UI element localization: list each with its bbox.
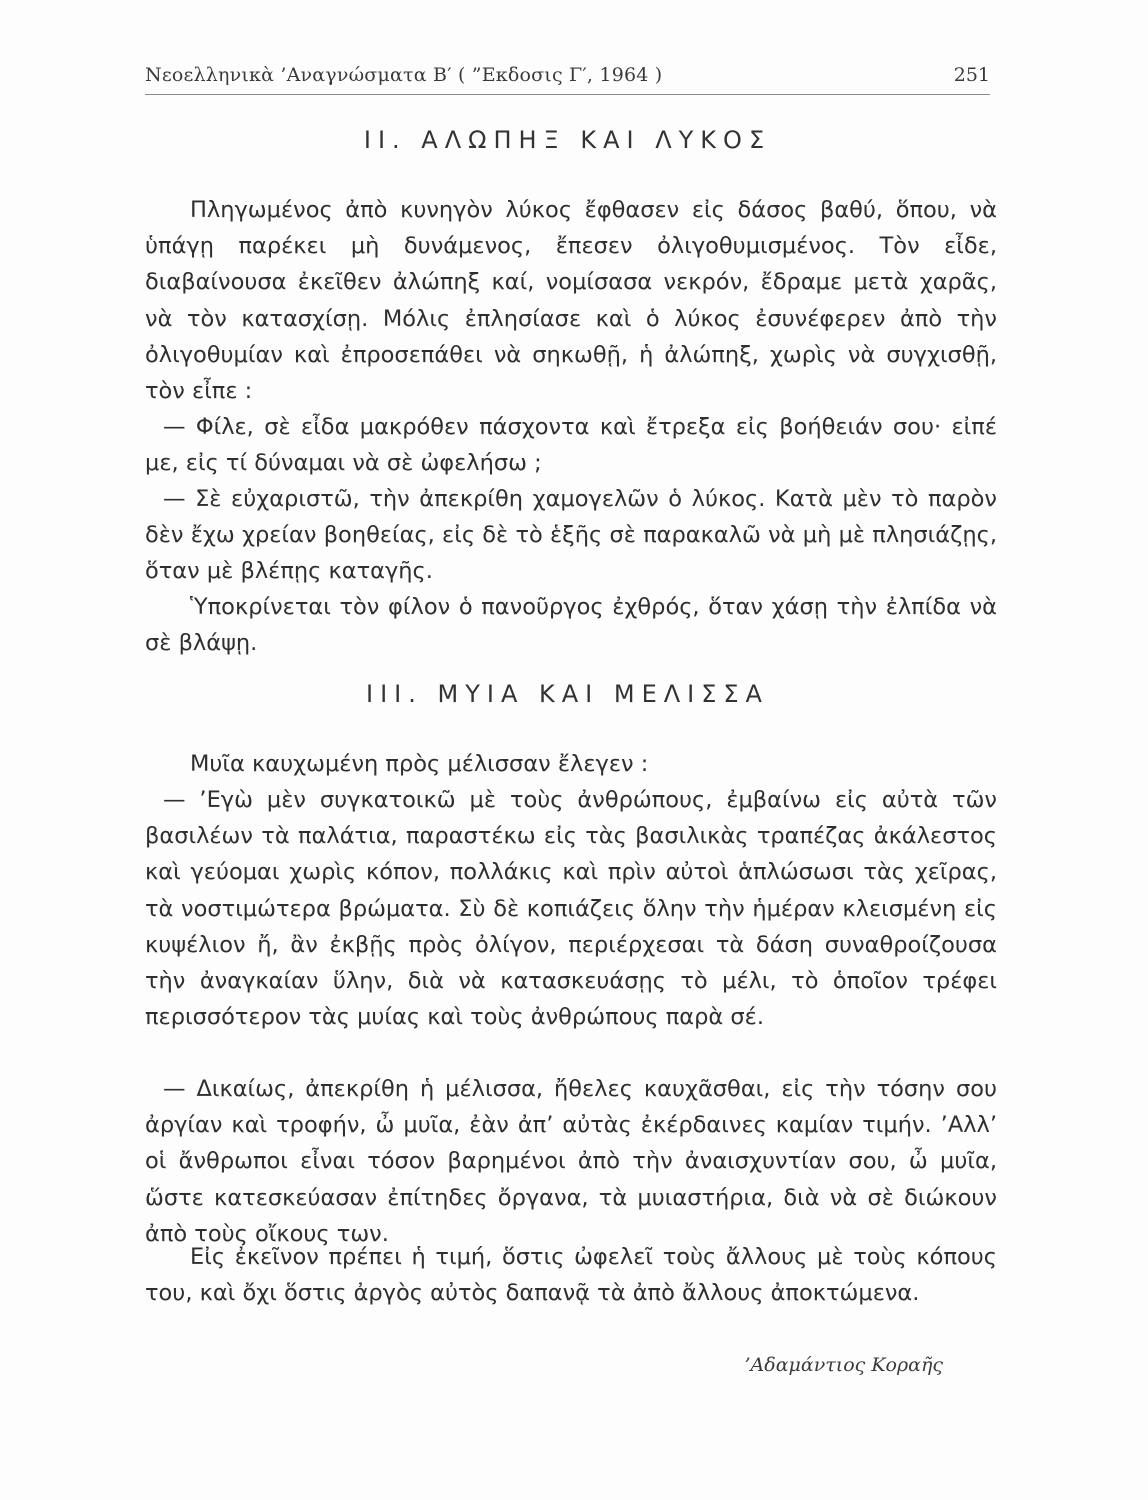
paragraph: Πληγωμένος ἀπὸ κυνηγὸν λύκος ἔφθασεν εἰς δάσος βαθύ, ὅπου, νὰ ὑπάγῃ παρέκει μὴ δυνάμενος, ἔπεσεν ὀλιγοθυμισμένος. Τὸν εἶδε, διαβαίνουσα ἐκεῖθεν ἀλώπηξ καί, νομίσασα νεκρόν, ἔδραμε μετὰ χαρᾶς, νὰ τὸν κατασχίσῃ. Μόλις ἐπλησίασε καὶ ὁ λύκος ἐσυνέφερεν ἀπὸ τὴν ὀλιγοθυμίαν καὶ ἐπροσεπάθει νὰ σηκωθῇ, ἡ ἀλώπηξ, χωρὶς νὰ συγχισθῇ, τὸν εἶπε : (145, 197, 997, 405)
paragraph: — ’Εγὼ μὲν συγκατοικῶ μὲ τοὺς ἀνθρώπους, ἐμβαίνω εἰς αὐτὰ τῶν βασιλέων τὰ παλάτια, παραστέκω εἰς τὰς βασιλικὰς τραπέζας ἀκάλεστος καὶ γεύομαι χωρὶς κόπον, πολλάκις καὶ πρὶν αὐτοὶ ἁπλώσωσι τὰς χεῖρας, τὰ νοστιμώτερα βρώματα. Σὺ δὲ κοπιάζεις ὅλην τὴν ἡμέραν κλεισμένη εἰς κυψέλιον ἤ, ἂν ἐκβῇς πρὸς ὀλίγον, περιέρχεσαι τὰ δάση συναθροίζουσα τὴν ἀναγκαίαν ὕλην, διὰ νὰ κατασκευάσῃς τὸ μέλι, τὸ ὁποῖον τρέφει περισσότερον τὰς μυίας καὶ τοὺς ἀνθρώπους παρὰ σέ. (145, 787, 997, 1031)
running-head-title: Νεοελληνικὰ ’Αναγνώσματα Β′ ( ”Εκδοσις Γ′, 1964 ) (145, 64, 663, 86)
page-number: 251 (953, 64, 990, 86)
paragraph: Ὑποκρίνεται τὸν φίλον ὁ πανοῦργος ἐχθρός, ὅταν χάσῃ τὴν ἐλπίδα νὰ σὲ βλάψῃ. (145, 594, 997, 657)
paragraph: — Σὲ εὐχαριστῶ, τὴν ἀπεκρίθη χαμογελῶν ὁ λύκος. Κατὰ μὲν τὸ παρὸν δὲν ἔχω χρείαν βοηθείας, εἰς δὲ τὸ ἑξῆς σὲ παρακαλῶ νὰ μὴ μὲ πλησιάζῃς, ὅταν μὲ βλέπῃς καταγῆς. (145, 486, 997, 585)
section-title-fox-and-wolf: II. ΑΛΩΠΗΞ ΚΑΙ ΛΥΚΟΣ (363, 126, 772, 154)
paragraph: — Φίλε, σὲ εἶδα μακρόθεν πάσχοντα καὶ ἔτρεξα εἰς βοήθειάν σου· εἰπέ με, εἰς τί δύναμαι νὰ σὲ ὠφελήσω ; (145, 414, 997, 477)
author-signature: ’Αδαμάντιος Κοραῆς (744, 1354, 943, 1376)
header-rule (145, 94, 990, 95)
running-head (145, 60, 990, 92)
paragraph: — Δικαίως, ἀπεκρίθη ἡ μέλισσα, ἤθελες καυχᾶσθαι, εἰς τὴν τόσην σου ἀργίαν καὶ τροφήν, ὦ μυῖα, ἐὰν ἀπ’ αὐτὰς ἐκέρδαινες καμίαν τιμήν. ’Αλλ’ οἱ ἄνθρωποι εἶναι τόσον βαρημένοι ἀπὸ τὴν ἀναισχυντίαν σου, ὦ μυῖα, ὥστε κατεσκεύασαν ἐπίτηδες ὄργανα, τὰ μυιαστήρια, διὰ νὰ σὲ διώκουν ἀπὸ τοὺς οἴκους των. (145, 1076, 997, 1247)
section-title-fly-and-bee: III. ΜΥΙΑ ΚΑΙ ΜΕΛΙΣΣΑ (366, 680, 769, 708)
paragraph: Εἰς ἐκεῖνον πρέπει ἡ τιμή, ὅστις ὠφελεῖ τοὺς ἄλλους μὲ τοὺς κόπους του, καὶ ὄχι ὅστις ἀργὸς αὐτὸς δαπανᾷ τὰ ἀπὸ ἄλλους ἀποκτώμενα. (145, 1244, 997, 1307)
paragraph: Μυῖα καυχωμένη πρὸς μέλισσαν ἔλεγεν : (190, 751, 649, 777)
